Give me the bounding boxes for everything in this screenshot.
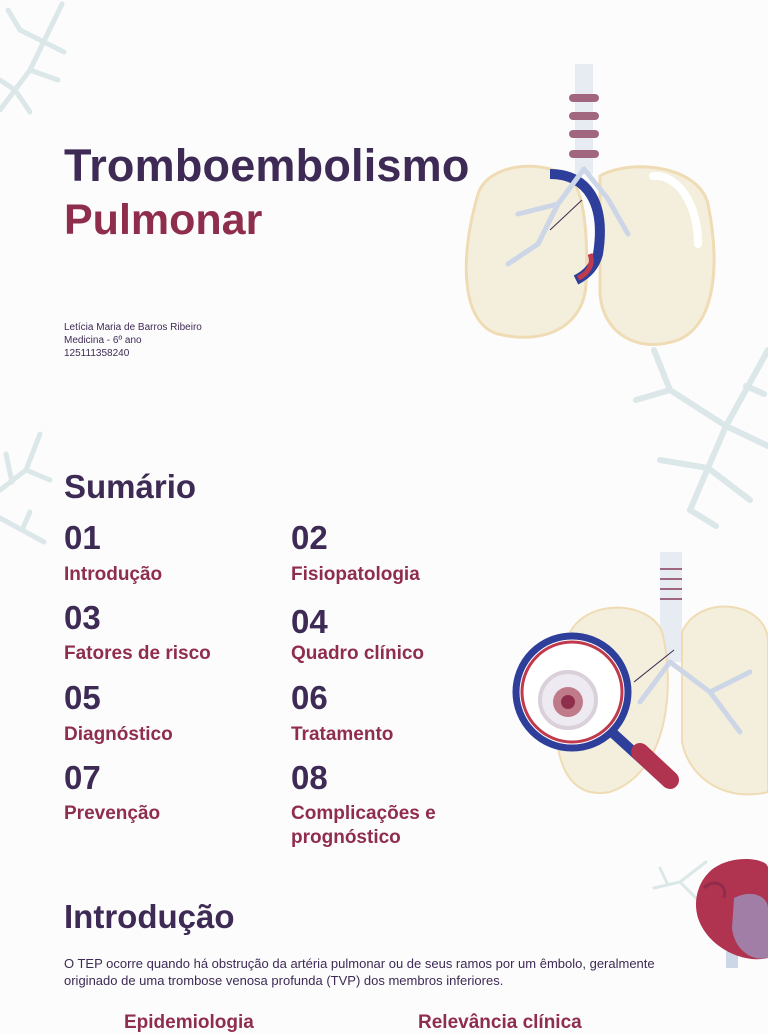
- summary-heading: Sumário: [64, 468, 197, 505]
- toc-label: Complicações e prognóstico: [291, 803, 436, 848]
- toc-number: 02: [291, 519, 328, 556]
- branch-decoration-top-left-icon: [0, 0, 70, 120]
- toc-label: Tratamento: [291, 724, 394, 745]
- title-line-1: Tromboembolismo: [64, 140, 470, 191]
- toc-number: 05: [64, 679, 101, 716]
- branch-decoration-left-icon: [0, 430, 60, 550]
- toc-label: Introdução: [64, 564, 163, 585]
- author-block: [64, 321, 202, 360]
- toc-label: Fatores de risco: [64, 643, 211, 664]
- intro-heading: Introdução: [64, 898, 235, 935]
- toc-number: 03: [64, 599, 101, 636]
- author-name: Letícia Maria de Barros Ribeiro: [64, 322, 202, 333]
- toc-label: Fisiopatologia: [291, 564, 420, 585]
- title-line-2: Pulmonar: [64, 196, 263, 244]
- epidemiology-heading: Epidemiologia: [124, 1012, 254, 1033]
- toc-number: 06: [291, 679, 328, 716]
- toc-number: 07: [64, 759, 101, 796]
- toc-label: Quadro clínico: [291, 643, 425, 664]
- toc-number: 08: [291, 759, 328, 796]
- intro-text: O TEP ocorre quando há obstrução da artéria pulmonar ou de seus ramos por um êmbolo, geralmente originado de uma trombose venosa profunda (TVP) dos membros inferiores.: [64, 956, 655, 988]
- toc-number: 01: [64, 519, 101, 556]
- branch-decoration-right-icon: [630, 330, 768, 530]
- magnifier-lungs-illustration-icon: [510, 552, 768, 812]
- clinical-relevance-heading: Relevância clínica: [418, 1012, 582, 1033]
- heart-illustration-icon: [694, 858, 768, 970]
- toc-label: Prevenção: [64, 803, 161, 824]
- toc-number: 04: [291, 603, 328, 640]
- author-course: Medicina - 6º ano: [64, 335, 142, 346]
- author-id: 125111358240: [64, 348, 130, 359]
- lungs-illustration-icon: [458, 64, 720, 354]
- toc-label: Diagnóstico: [64, 724, 173, 745]
